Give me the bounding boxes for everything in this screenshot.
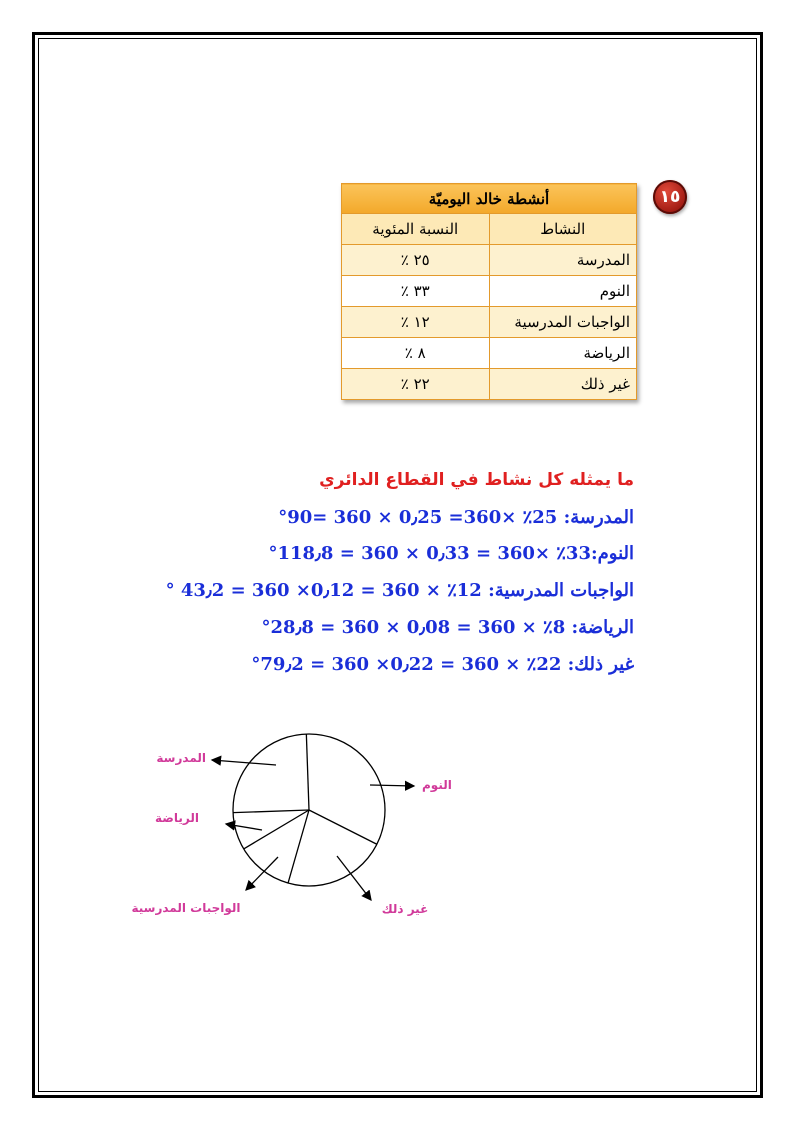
pie-slice-boundary-غير ذلك	[309, 810, 377, 844]
pie-label-sports: الرياضة	[155, 811, 199, 825]
pie-label-other: غير ذلك	[381, 902, 429, 916]
arrow-homework	[246, 857, 278, 890]
pie-slice-boundary-النوم	[306, 734, 309, 810]
calc-line-sports: الرياضة: 8٪ × 360 = 0٫08 × 360 = 28٫8°	[261, 617, 634, 638]
percent-cell: ٨ ٪	[342, 338, 490, 369]
activity-cell: الواجبات المدرسية	[489, 307, 637, 338]
percent-cell: ٣٣ ٪	[342, 276, 490, 307]
arrow-school	[212, 760, 276, 765]
activity-cell: الرياضة	[489, 338, 637, 369]
arrow-sports	[226, 824, 262, 830]
percent-cell: ١٢ ٪	[342, 307, 490, 338]
calc-line-homework: الواجبات المدرسية: 12٪ × 360 = 0٫12× 360 = 43٫2 °	[165, 580, 634, 601]
arrow-sleep	[370, 785, 414, 786]
pie-label-school: المدرسة	[156, 751, 206, 765]
column-header-percent: النسبة المئوية	[342, 214, 490, 245]
activity-cell: غير ذلك	[489, 369, 637, 400]
pie-label-homework: الواجبات المدرسية	[131, 901, 241, 915]
problem-number-badge: ١٥	[653, 180, 687, 214]
activity-cell: النوم	[489, 276, 637, 307]
calc-line-school: المدرسة: 25٪ ×360= 0٫25 × 360 =90°	[278, 507, 634, 528]
percent-cell: ٢٢ ٪	[342, 369, 490, 400]
calc-line-sleep: النوم:33٪ ×360 = 0٫33 × 360 = 118٫8°	[268, 543, 634, 564]
pie-slice-boundary-المدرسة	[233, 810, 309, 813]
pie-label-sleep: النوم	[422, 778, 452, 792]
table-title: أنشطة خالد اليوميّة	[342, 184, 637, 214]
calc-line-other: غير ذلك: 22٪ × 360 = 0٫22× 360 = 79٫2°	[251, 654, 634, 675]
activity-cell: المدرسة	[489, 245, 637, 276]
column-header-activity: النشاط	[489, 214, 637, 245]
percent-cell: ٢٥ ٪	[342, 245, 490, 276]
solution-question: ما يمثله كل نشاط في القطاع الدائري	[319, 470, 634, 490]
